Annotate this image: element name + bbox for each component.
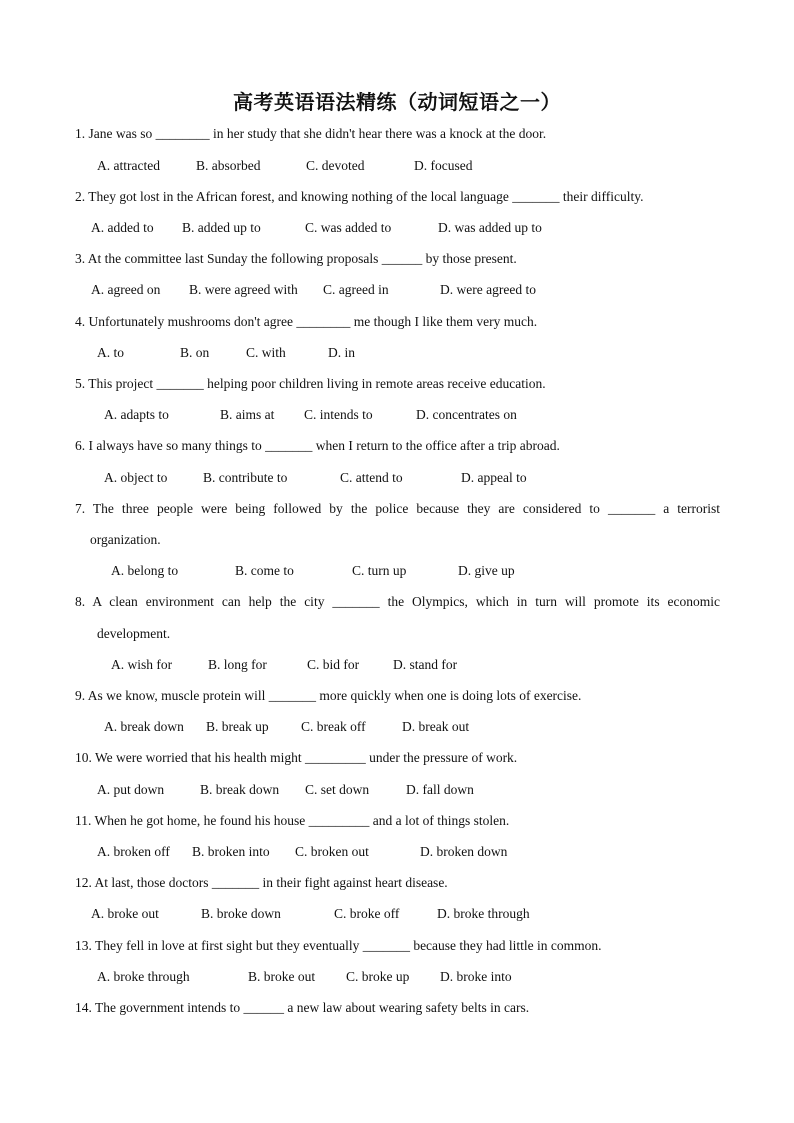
question-5-option-d: D. concentrates on [416,407,517,422]
question-9-option-d: D. break out [402,719,470,734]
question-6-option-c: C. attend to [340,470,403,485]
question-13-stem: 13. They fell in love at first sight but they eventually _______ because they had little in common. [75,938,602,953]
question-5-option-c: C. intends to [304,407,373,422]
question-4-option-a: A. to [97,345,124,360]
question-12-option-b: B. broke down [201,906,281,921]
question-10-option-a: A. put down [97,782,165,797]
question-12-option-c: C. broke off [334,906,400,921]
question-6-stem: 6. I always have so many things to _______ when I return to the office after a trip abroad. [75,438,560,453]
question-10-option-d: D. fall down [406,782,474,797]
question-1-option-d: D. focused [414,158,473,173]
question-8-stem-continued: development. [97,626,171,641]
question-3-stem: 3. At the committee last Sunday the following proposals ______ by those present. [75,251,517,266]
question-11-option-d: D. broken down [420,844,508,859]
question-13-option-c: C. broke up [346,969,410,984]
question-13-option-b: B. broke out [248,969,316,984]
question-11-option-c: C. broken out [295,844,369,859]
question-9-option-b: B. break up [206,719,269,734]
question-6-option-d: D. appeal to [461,470,527,485]
question-7-option-a: A. belong to [111,563,179,578]
question-1-option-b: B. absorbed [196,158,261,173]
question-13-option-d: D. broke into [440,969,512,984]
question-7-option-c: C. turn up [352,563,407,578]
question-2-stem: 2. They got lost in the African forest, and knowing nothing of the local language _______ their difficulty. [75,189,644,204]
question-8-option-d: D. stand for [393,657,458,672]
question-3-option-a: A. agreed on [91,282,161,297]
question-8-option-b: B. long for [208,657,267,672]
question-9-stem: 9. As we know, muscle protein will _______ more quickly when one is doing lots of exercise. [75,688,582,703]
question-1-option-c: C. devoted [306,158,365,173]
question-14-stem: 14. The government intends to ______ a new law about wearing safety belts in cars. [75,1000,530,1015]
question-9-option-c: C. break off [301,719,366,734]
question-5-option-a: A. adapts to [104,407,169,422]
question-3-option-d: D. were agreed to [440,282,536,297]
question-10-stem: 10. We were worried that his health might _________ under the pressure of work. [75,750,518,765]
question-2-option-c: C. was added to [305,220,392,235]
question-1-stem: 1. Jane was so ________ in her study that she didn't hear there was a knock at the door. [75,126,547,141]
question-7-option-b: B. come to [235,563,294,578]
question-1-option-a: A. attracted [97,158,160,173]
question-10-option-c: C. set down [305,782,370,797]
question-11-option-a: A. broken off [97,844,170,859]
question-7-option-d: D. give up [458,563,515,578]
question-4-stem: 4. Unfortunately mushrooms don't agree ________ me though I like them very much. [75,314,538,329]
question-2-option-a: A. added to [91,220,154,235]
question-11-option-b: B. broken into [192,844,270,859]
question-7-stem: 7. The three people were being followed by the police because they are considered to _______ a terrorist [75,501,720,516]
question-5-stem: 5. This project _______ helping poor children living in remote areas receive education. [75,376,546,391]
question-13-option-a: A. broke through [97,969,190,984]
question-12-option-d: D. broke through [437,906,530,921]
question-4-option-c: C. with [246,345,286,360]
question-9-option-a: A. break down [104,719,184,734]
question-4-option-b: B. on [180,345,210,360]
question-10-option-b: B. break down [200,782,280,797]
question-4-option-d: D. in [328,345,355,360]
question-6-option-b: B. contribute to [203,470,288,485]
question-3-option-b: B. were agreed with [189,282,298,297]
question-7-stem-continued: organization. [90,532,161,547]
question-5-option-b: B. aims at [220,407,275,422]
question-8-stem: 8. A clean environment can help the city _______ the Olympics, which in turn will promote its economic [75,594,720,609]
question-2-option-b: B. added up to [182,220,261,235]
question-12-stem: 12. At last, those doctors _______ in their fight against heart disease. [75,875,448,890]
page-title: 高考英语语法精练（动词短语之一） [233,90,561,114]
question-11-stem: 11. When he got home, he found his house _________ and a lot of things stolen. [75,813,510,828]
question-12-option-a: A. broke out [91,906,159,921]
question-6-option-a: A. object to [104,470,168,485]
question-2-option-d: D. was added up to [438,220,542,235]
question-3-option-c: C. agreed in [323,282,389,297]
question-8-option-a: A. wish for [111,657,173,672]
question-8-option-c: C. bid for [307,657,360,672]
